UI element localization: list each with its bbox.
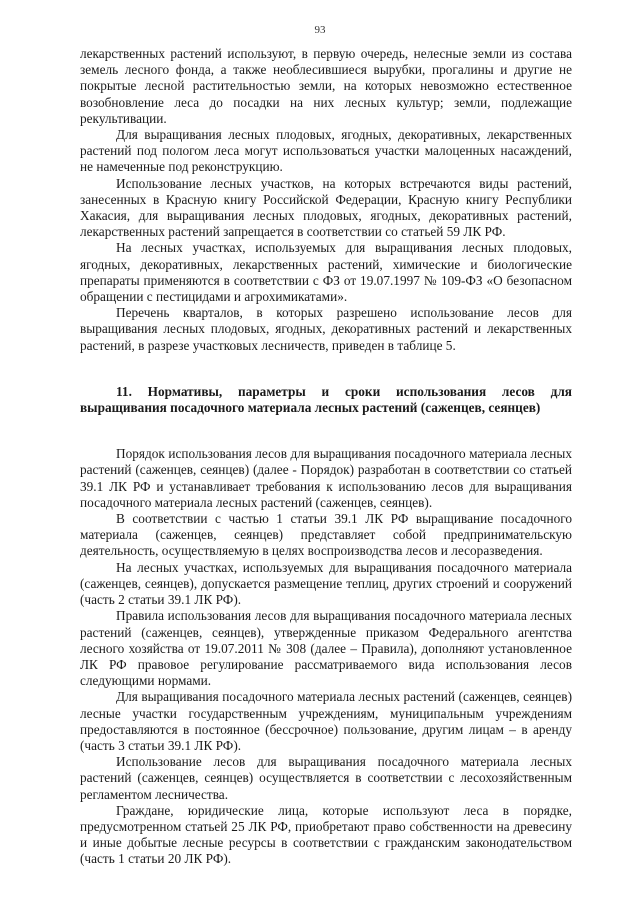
paragraph: Использование лесов для выращивания посадочного материала лесных растений (саженцев, сеянцев) осуществляется в соответствии с лесохозяйственным регламентом лесничества. [80, 754, 572, 802]
paragraph: На лесных участках, используемых для выращивания лесных плодовых, ягодных, декоративных, лекарственных растений, химические и биологические препараты применяются в соответствии с ФЗ от 19.07.1997 № 109-ФЗ «О безопасном обращении с пестицидами и агрохимикатами». [80, 240, 572, 305]
paragraph: Граждане, юридические лица, которые используют леса в порядке, предусмотренном статьей 25 ЛК РФ, приобретают право собственности на древесину и иные добытые лесные ресурсы в соответствии с гражданским законодательством (часть 1 статьи 20 ЛК РФ). [80, 802, 572, 867]
paragraph: лекарственных растений используют, в первую очередь, нелесные земли из состава земель лесного фонда, а также необлесившиеся вырубки, прогалины и другие не покрытые лесной растительностью земли, на которых невозможно естественное возобновление леса до посадки на них лесных культур; земли, подлежащие рекультивации. [80, 46, 572, 126]
paragraph: Порядок использования лесов для выращивания посадочного материала лесных растений (саженцев, сеянцев) (далее - Порядок) разработан в соответствии со статьей 39.1 ЛК РФ и устанавливает требования к использованию лесов для выращивания посадочного материала лесных растений (саженцев, сеянцев). [80, 446, 572, 510]
paragraph: Правила использования лесов для выращивания посадочного материала лесных растений (саженцев, сеянцев), утвержденные приказом Федерального агентства лесного хозяйства от 19.07.2011 № 308 (далее – Правила), дополняют установленное ЛК РФ правовое регулирование рассматриваемого вида использования лесов следующими нормами. [80, 608, 572, 689]
paragraph: Для выращивания лесных плодовых, ягодных, декоративных, лекарственных растений под пологом леса могут использоваться участки малоценных насаждений, не намеченные под реконструкцию. [80, 127, 572, 175]
page-number: 93 [314, 24, 326, 36]
paragraph: В соответствии с частью 1 статьи 39.1 ЛК РФ выращивание посадочного материала (саженцев, сеянцев) представляет собой предпринимательскую деятельность, осуществляемую в целях воспроизводства лесов и лесоразведения. [80, 511, 572, 559]
page-body [80, 46, 572, 868]
paragraph: Для выращивания посадочного материала лесных растений (саженцев, сеянцев) лесные участки государственным учреждениям, муниципальным учреждениям предоставляются в постоянное (бессрочное) пользование, другим лицам – в аренду (часть 3 статьи 39.1 ЛК РФ). [80, 689, 572, 753]
paragraph: Использование лесных участков, на которых встречаются виды растений, занесенных в Красную книгу Российской Федерации, Красную книгу Республики Хакасия, для выращивания лесных плодовых, ягодных, декоративных растений, лекарственных растений запрещается в соответствии со статьей 59 ЛК РФ. [80, 175, 572, 240]
section-heading: 11. Нормативы, параметры и сроки использования лесов для выращивания посадочного материала лесных растений (саженцев, сеянцев) [80, 383, 572, 416]
paragraph: На лесных участках, используемых для выращивания посадочного материала (саженцев, сеянцев), допускается размещение теплиц, других строений и сооружений (часть 2 статьи 39.1 ЛК РФ). [80, 559, 572, 608]
paragraph: Перечень кварталов, в которых разрешено использование лесов для выращивания лесных плодовых, ягодных, декоративных растений и лекарственных растений, в разрезе участковых лесничеств, приведен в таблице 5. [80, 305, 572, 353]
